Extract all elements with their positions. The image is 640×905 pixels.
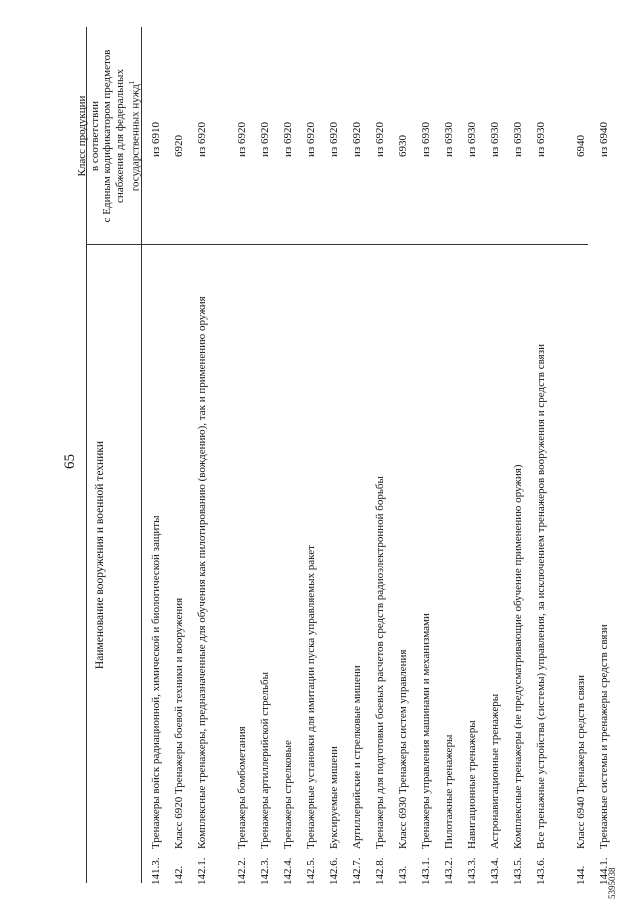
row-name: Все тренажные устройства (системы) управления, за исключением тренажеров вооружения и средств связи: [535, 344, 547, 849]
row-name: Тренажеры войск радиационной, химической и биологической защиты: [150, 515, 162, 849]
table-row: [535, 25, 575, 885]
row-class: 6930: [397, 135, 409, 157]
row-number: 142.2.: [236, 857, 248, 885]
row-number: 143.6.: [535, 857, 547, 885]
row-name: Класс 6930 Тренажеры систем управления: [397, 649, 409, 849]
row-class: 6920: [173, 135, 185, 157]
row-class: из 6930: [420, 122, 432, 157]
row-class: из 6930: [466, 122, 478, 157]
row-number: 142.7.: [351, 857, 363, 885]
row-number: 142.: [173, 865, 185, 885]
row-class: 6940: [575, 135, 587, 157]
table-row: [374, 25, 397, 885]
row-class: из 6940: [598, 122, 610, 157]
row-name: Артиллерийские и стрелковые мишени: [351, 665, 363, 849]
row-number: 143.2.: [443, 857, 455, 885]
table-row: [443, 25, 466, 885]
table-row: [328, 25, 351, 885]
row-class: из 6910: [150, 122, 162, 157]
row-name: Тренажеры управления машинами и механизмами: [420, 613, 432, 849]
row-name: Тренажеры бомбометания: [236, 726, 248, 849]
row-class: из 6930: [443, 122, 455, 157]
row-name: Тренажерные установки для имитации пуска управляемых ракет: [305, 545, 317, 849]
footnote-marker: 1: [128, 80, 136, 85]
row-name: Класс 6920 Тренажеры боевой техники и вооружения: [173, 597, 185, 849]
table-row: [575, 25, 598, 885]
column-header-class-line: в соответствии: [88, 100, 101, 172]
column-header-class-text: государственных нужд: [129, 84, 142, 192]
row-class: из 6920: [259, 122, 271, 157]
table-row: [512, 25, 535, 885]
page-number: 65: [62, 454, 78, 469]
row-class: из 6920: [374, 122, 386, 157]
row-number: 144.: [575, 865, 587, 885]
row-number: 142.3.: [259, 857, 271, 885]
table-row: [397, 25, 420, 885]
row-name: Тренажеры для подготовки боевых расчетов средств радиоэлектронной борьбы: [374, 476, 386, 849]
column-header-class-line: с Единым кодификатором предметов: [101, 49, 113, 223]
row-name: Класс 6940 Тренажеры средств связи: [575, 675, 587, 849]
row-number: 143.5.: [512, 857, 524, 885]
row-class: из 6920: [236, 122, 248, 157]
row-number: 144.1.: [598, 857, 610, 885]
row-class: из 6920: [305, 122, 317, 157]
table-row: [282, 25, 305, 885]
row-number: 143.4.: [489, 857, 501, 885]
table-row: [150, 25, 173, 885]
column-header-class-line: [126, 31, 142, 241]
table-row: [173, 25, 196, 885]
row-name: Комплексные тренажеры, предназначенные для обучения как пилотированию (вождению), так и применению оружия: [196, 296, 208, 849]
row-number: 142.5.: [305, 857, 317, 885]
row-number: 143.1.: [420, 857, 432, 885]
row-class: из 6920: [351, 122, 363, 157]
table-row: [351, 25, 374, 885]
row-class: из 6930: [512, 122, 524, 157]
table-row: [236, 25, 259, 885]
row-name: Тренажеры стрелковые: [282, 740, 294, 849]
row-class: из 6920: [328, 122, 340, 157]
row-class: из 6930: [535, 122, 547, 157]
table-body: [150, 25, 621, 885]
row-number: 142.6.: [328, 857, 340, 885]
row-name: Тренажеры артиллерийской стрельбы: [259, 672, 271, 849]
table-row: [420, 25, 443, 885]
table-row: [489, 25, 512, 885]
row-name: Комплексные тренажеры (не предусматривающие обучение применению оружия): [512, 464, 524, 849]
table-row: [598, 25, 621, 885]
table-row: [305, 25, 328, 885]
row-class: из 6920: [282, 122, 294, 157]
row-number: 141.3.: [150, 857, 162, 885]
row-number: 143.: [397, 865, 409, 885]
column-header-name: Наименование вооружения и военной техники: [94, 440, 106, 670]
row-class: из 6920: [196, 122, 208, 157]
row-number: 142.8.: [374, 857, 386, 885]
table-row: [259, 25, 282, 885]
column-header-class-line: Класс продукции: [76, 95, 88, 177]
row-number: 143.3.: [466, 857, 478, 885]
table-row: [466, 25, 489, 885]
row-class: из 6930: [489, 122, 501, 157]
document-code: 5395038: [607, 867, 617, 899]
row-name: Тренажные системы и тренажеры средств связи: [598, 624, 610, 849]
row-name: Пилотажные тренажеры: [443, 734, 455, 849]
row-name: Астронавигационные тренажеры: [489, 693, 501, 849]
column-header-class-line: снабжения для федеральных: [113, 69, 126, 203]
column-header-class: [76, 31, 142, 241]
table-row: [196, 25, 236, 885]
row-number: 142.1.: [196, 857, 208, 885]
row-name: Навигационные тренажеры: [466, 720, 478, 849]
row-name: Буксируемые мишени: [328, 746, 340, 849]
row-number: 142.4.: [282, 857, 294, 885]
